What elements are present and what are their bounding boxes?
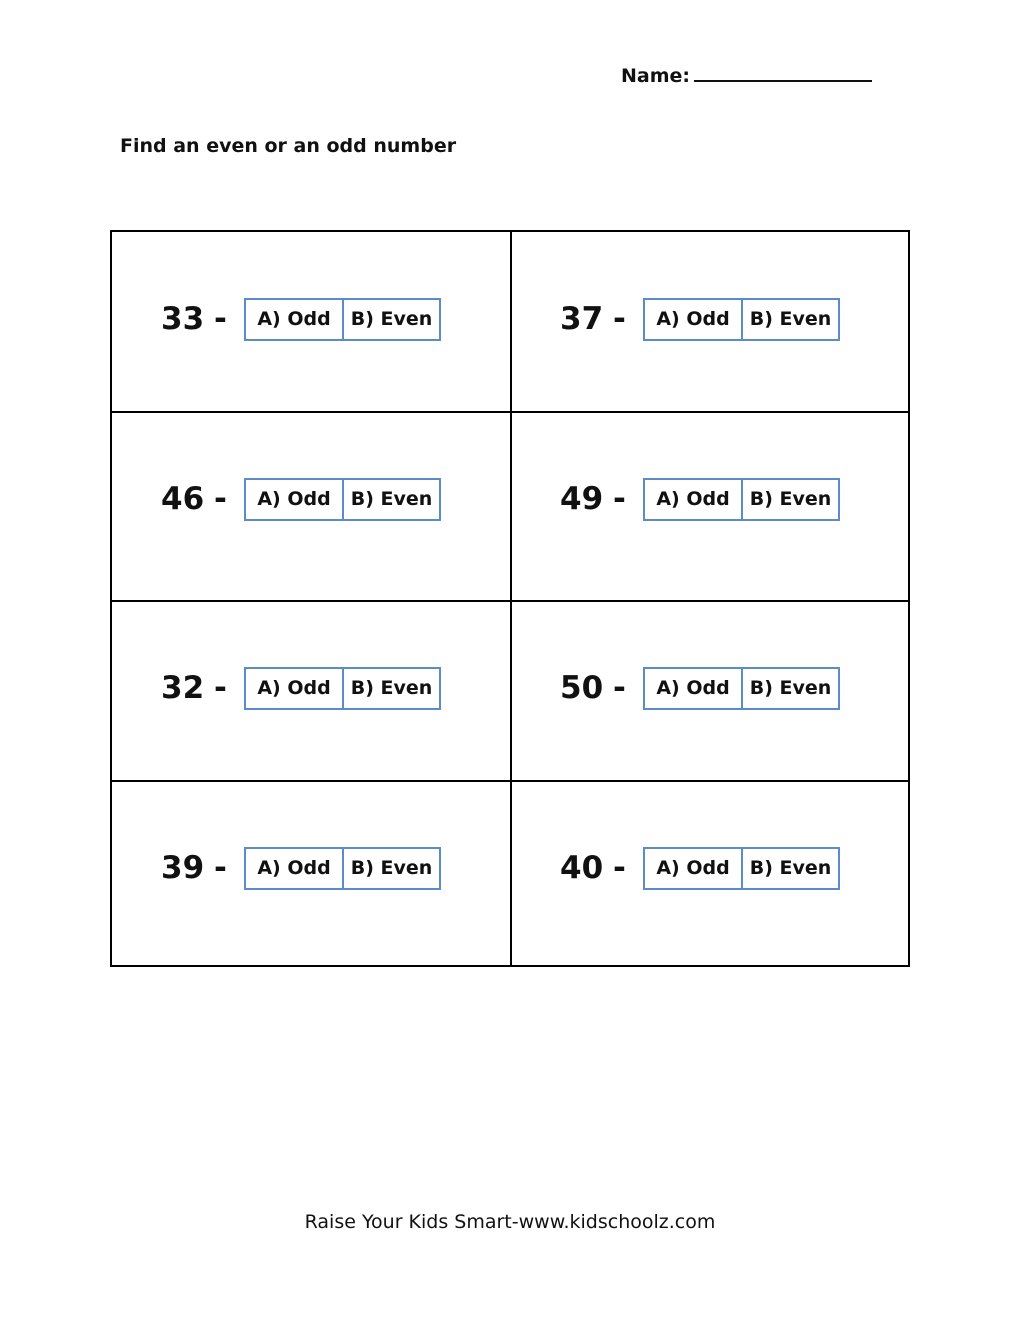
answer-options [643, 478, 840, 521]
answer-options [244, 667, 441, 710]
option-odd[interactable]: A) Odd [246, 480, 344, 519]
option-odd[interactable]: A) Odd [645, 669, 743, 708]
name-field [621, 62, 872, 87]
dash-separator: - [613, 301, 626, 337]
option-even[interactable]: B) Even [350, 677, 433, 699]
question-cell [511, 232, 909, 412]
option-even[interactable]: B) Even [749, 488, 832, 510]
answer-options [643, 298, 840, 341]
question-number: 32 [161, 670, 205, 706]
footer-text: Raise Your Kids Smart-www.kidschoolz.com [304, 1211, 716, 1233]
dash-separator: - [214, 670, 227, 706]
option-odd[interactable]: A) Odd [645, 480, 743, 519]
answer-options [244, 478, 441, 521]
question-number: 49 [560, 481, 604, 517]
question-cell [112, 601, 510, 781]
question-cell [112, 412, 510, 592]
answer-options [244, 847, 441, 890]
option-even[interactable]: B) Even [350, 857, 433, 879]
question-grid [110, 230, 910, 967]
option-even[interactable]: B) Even [749, 308, 832, 330]
question-cell [511, 412, 909, 592]
dash-separator: - [214, 481, 227, 517]
option-even[interactable]: B) Even [749, 857, 832, 879]
dash-separator: - [214, 850, 227, 886]
option-even[interactable]: B) Even [350, 308, 433, 330]
question-number: 40 [560, 850, 604, 886]
dash-separator: - [613, 670, 626, 706]
worksheet-title: Find an even or an odd number [120, 135, 457, 157]
option-odd[interactable]: A) Odd [246, 300, 344, 339]
question-cell [112, 232, 510, 412]
option-odd[interactable]: A) Odd [246, 669, 344, 708]
answer-options [643, 847, 840, 890]
question-number: 33 [161, 301, 205, 337]
name-blank-line[interactable] [694, 62, 872, 82]
question-number: 46 [161, 481, 205, 517]
question-cell [511, 601, 909, 781]
answer-options [244, 298, 441, 341]
question-number: 37 [560, 301, 604, 337]
option-odd[interactable]: A) Odd [645, 300, 743, 339]
dash-separator: - [613, 481, 626, 517]
dash-separator: - [613, 850, 626, 886]
option-even[interactable]: B) Even [350, 488, 433, 510]
question-number: 39 [161, 850, 205, 886]
option-odd[interactable]: A) Odd [645, 849, 743, 888]
name-label: Name: [621, 65, 691, 87]
question-cell [112, 781, 510, 961]
dash-separator: - [214, 301, 227, 337]
option-odd[interactable]: A) Odd [246, 849, 344, 888]
question-cell [511, 781, 909, 961]
answer-options [643, 667, 840, 710]
option-even[interactable]: B) Even [749, 677, 832, 699]
question-number: 50 [560, 670, 604, 706]
